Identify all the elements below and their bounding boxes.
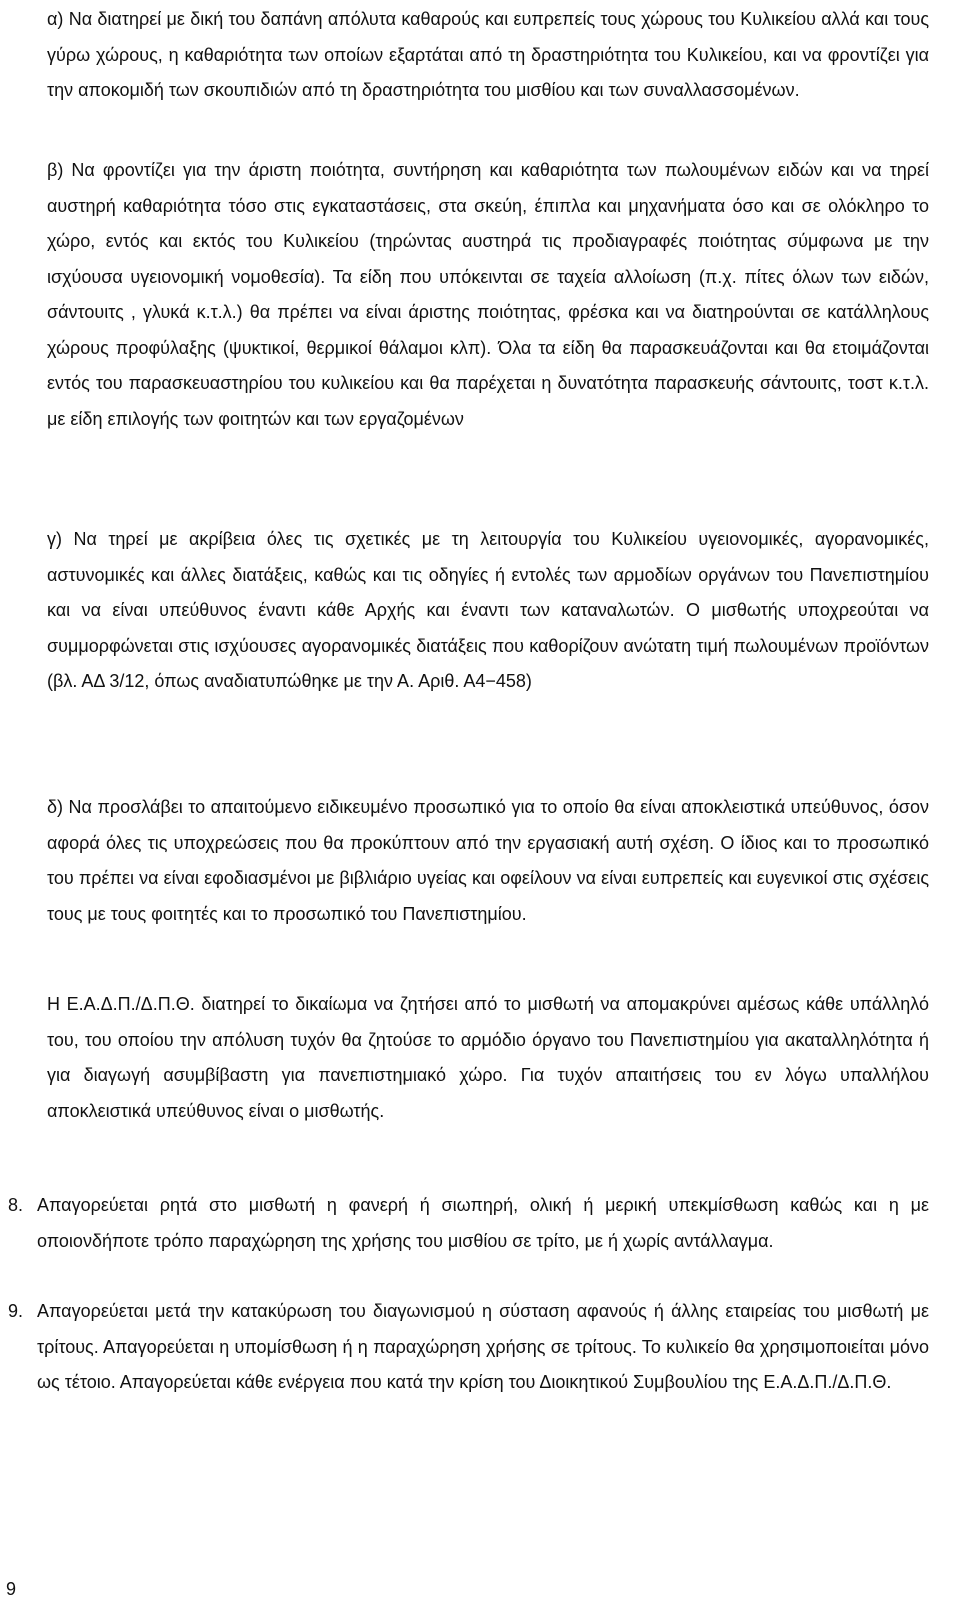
paragraph-delta: δ) Να προσλάβει το απαιτούμενο ειδικευμένο προσωπικό για το οποίο θα είναι αποκλειστικά υπεύθυνος, όσον αφορά όλες τις υποχρεώσεις που θα προκύπτουν από την εργασιακή αυτή σχέση. Ο ίδιος και το προσωπικό του πρέπει να είναι εφοδιασμένοι με βιβλιάριο υγείας και οφείλουν να είναι ευπρεπείς και ευγενικοί στις σχέσεις τους με τους φοιτητές και το προσωπικό του Πανεπιστημίου. xyxy=(47,797,929,924)
paragraph-alpha: α) Να διατηρεί με δική του δαπάνη απόλυτα καθαρούς και ευπρεπείς τους χώρους του Κυλικείου αλλά και τους γύρω χώρους, η καθαριότητα των οποίων εξαρτάται από τη δραστηριότητα του Κυλικείου, και να φροντίζει για την αποκομιδή των σκουπιδιών από τη δραστηριότητα του μισθίου και των συναλλασσομένων. xyxy=(47,9,929,100)
paragraph-eadp-right: Η Ε.Α.Δ.Π./Δ.Π.Θ. διατηρεί το δικαίωμα να ζητήσει από το μισθωτή να απομακρύνει αμέσως κάθε υπάλληλό του, του οποίου την απόλυση τυχόν θα ζητούσε το αρμόδιο όργανο του Πανεπιστημίου για ακαταλληλότητα ή για διαγωγή ασυμβίβαστη για πανεπιστημιακό χώρο. Για τυχόν απαιτήσεις του εν λόγω υπαλλήλου αποκλειστικά υπεύθυνος είναι ο μισθωτής. xyxy=(47,994,929,1121)
item-text: Απαγορεύεται ρητά στο μισθωτή η φανερή ή σιωπηρή, ολική ή μερική υπεκμίσθωση καθώς και η με οποιονδήποτε τρόπο παραχώρηση της χρήσης του μισθίου σε τρίτο, με ή χωρίς αντάλλαγμα. xyxy=(37,1195,929,1251)
item-text: Απαγορεύεται μετά την κατακύρωση του διαγωνισμού η σύσταση αφανούς ή άλλης εταιρείας του μισθωτή με τρίτους. Απαγορεύεται η υπομίσθωση ή η παραχώρηση χρήσης σε τρίτους. Το κυλικείο θα χρησιμοποιείται μόνο ως τέτοιο. Απαγορεύεται κάθε ενέργεια που κατά την κρίση του Διοικητικού Συμβουλίου της Ε.Α.Δ.Π./Δ.Π.Θ. xyxy=(37,1301,929,1392)
paragraph-beta: β) Να φροντίζει για την άριστη ποιότητα, συντήρηση και καθαριότητα των πωλουμένων ειδών και να τηρεί αυστηρή καθαριότητα τόσο στις εγκαταστάσεις, στα σκεύη, έπιπλα και μηχανήματα όσο και σε ολόκληρο το χώρο, εντός και εκτός του Κυλικείου (τηρώντας αυστηρά τις προδιαγραφές ποιότητας σύμφωνα με την ισχύουσα υγειονομική νομοθεσία). Τα είδη που υπόκεινται σε ταχεία αλλοίωση (π.χ. πίτες όλων των ειδών, σάντουιτς , γλυκά κ.τ.λ.) θα πρέπει να είναι άριστης ποιότητας, φρέσκα και να διατηρούνται σε κατάλληλους χώρους προφύλαξης (ψυκτικοί, θερμικοί θάλαμοι κλπ). Όλα τα είδη θα παρασκευάζονται και θα ετοιμάζονται εντός του παρασκευαστηρίου του κυλικείου και θα παρέχεται η δυνατότητα παρασκευής σάντουιτς, τοστ κ.τ.λ. με είδη επιλογής των φοιτητών και των εργαζομένων xyxy=(47,160,929,429)
item-number: 8. xyxy=(8,1195,24,1215)
paragraph-gamma: γ) Να τηρεί με ακρίβεια όλες τις σχετικές με τη λειτουργία του Κυλικείου υγειονομικές, αγορανομικές, αστυνομικές και άλλες διατάξεις, καθώς και τις οδηγίες ή εντολές των αρμοδίων οργάνων του Πανεπιστημίου και να είναι υπεύθυνος έναντι κάθε Αρχής και έναντι των καταναλωτών. Ο μισθωτής υποχρεούται να συμμορφώνεται στις ισχύουσες αγορανομικές διατάξεις που καθορίζουν ανώτατη τιμή πωλουμένων προϊόντων (βλ. ΑΔ 3/12, όπως αναδιατυπώθηκε με την Α. Αριθ. Α4−458) xyxy=(47,529,929,691)
item-number: 9. xyxy=(8,1301,24,1321)
page-number: 9 xyxy=(6,1579,17,1599)
